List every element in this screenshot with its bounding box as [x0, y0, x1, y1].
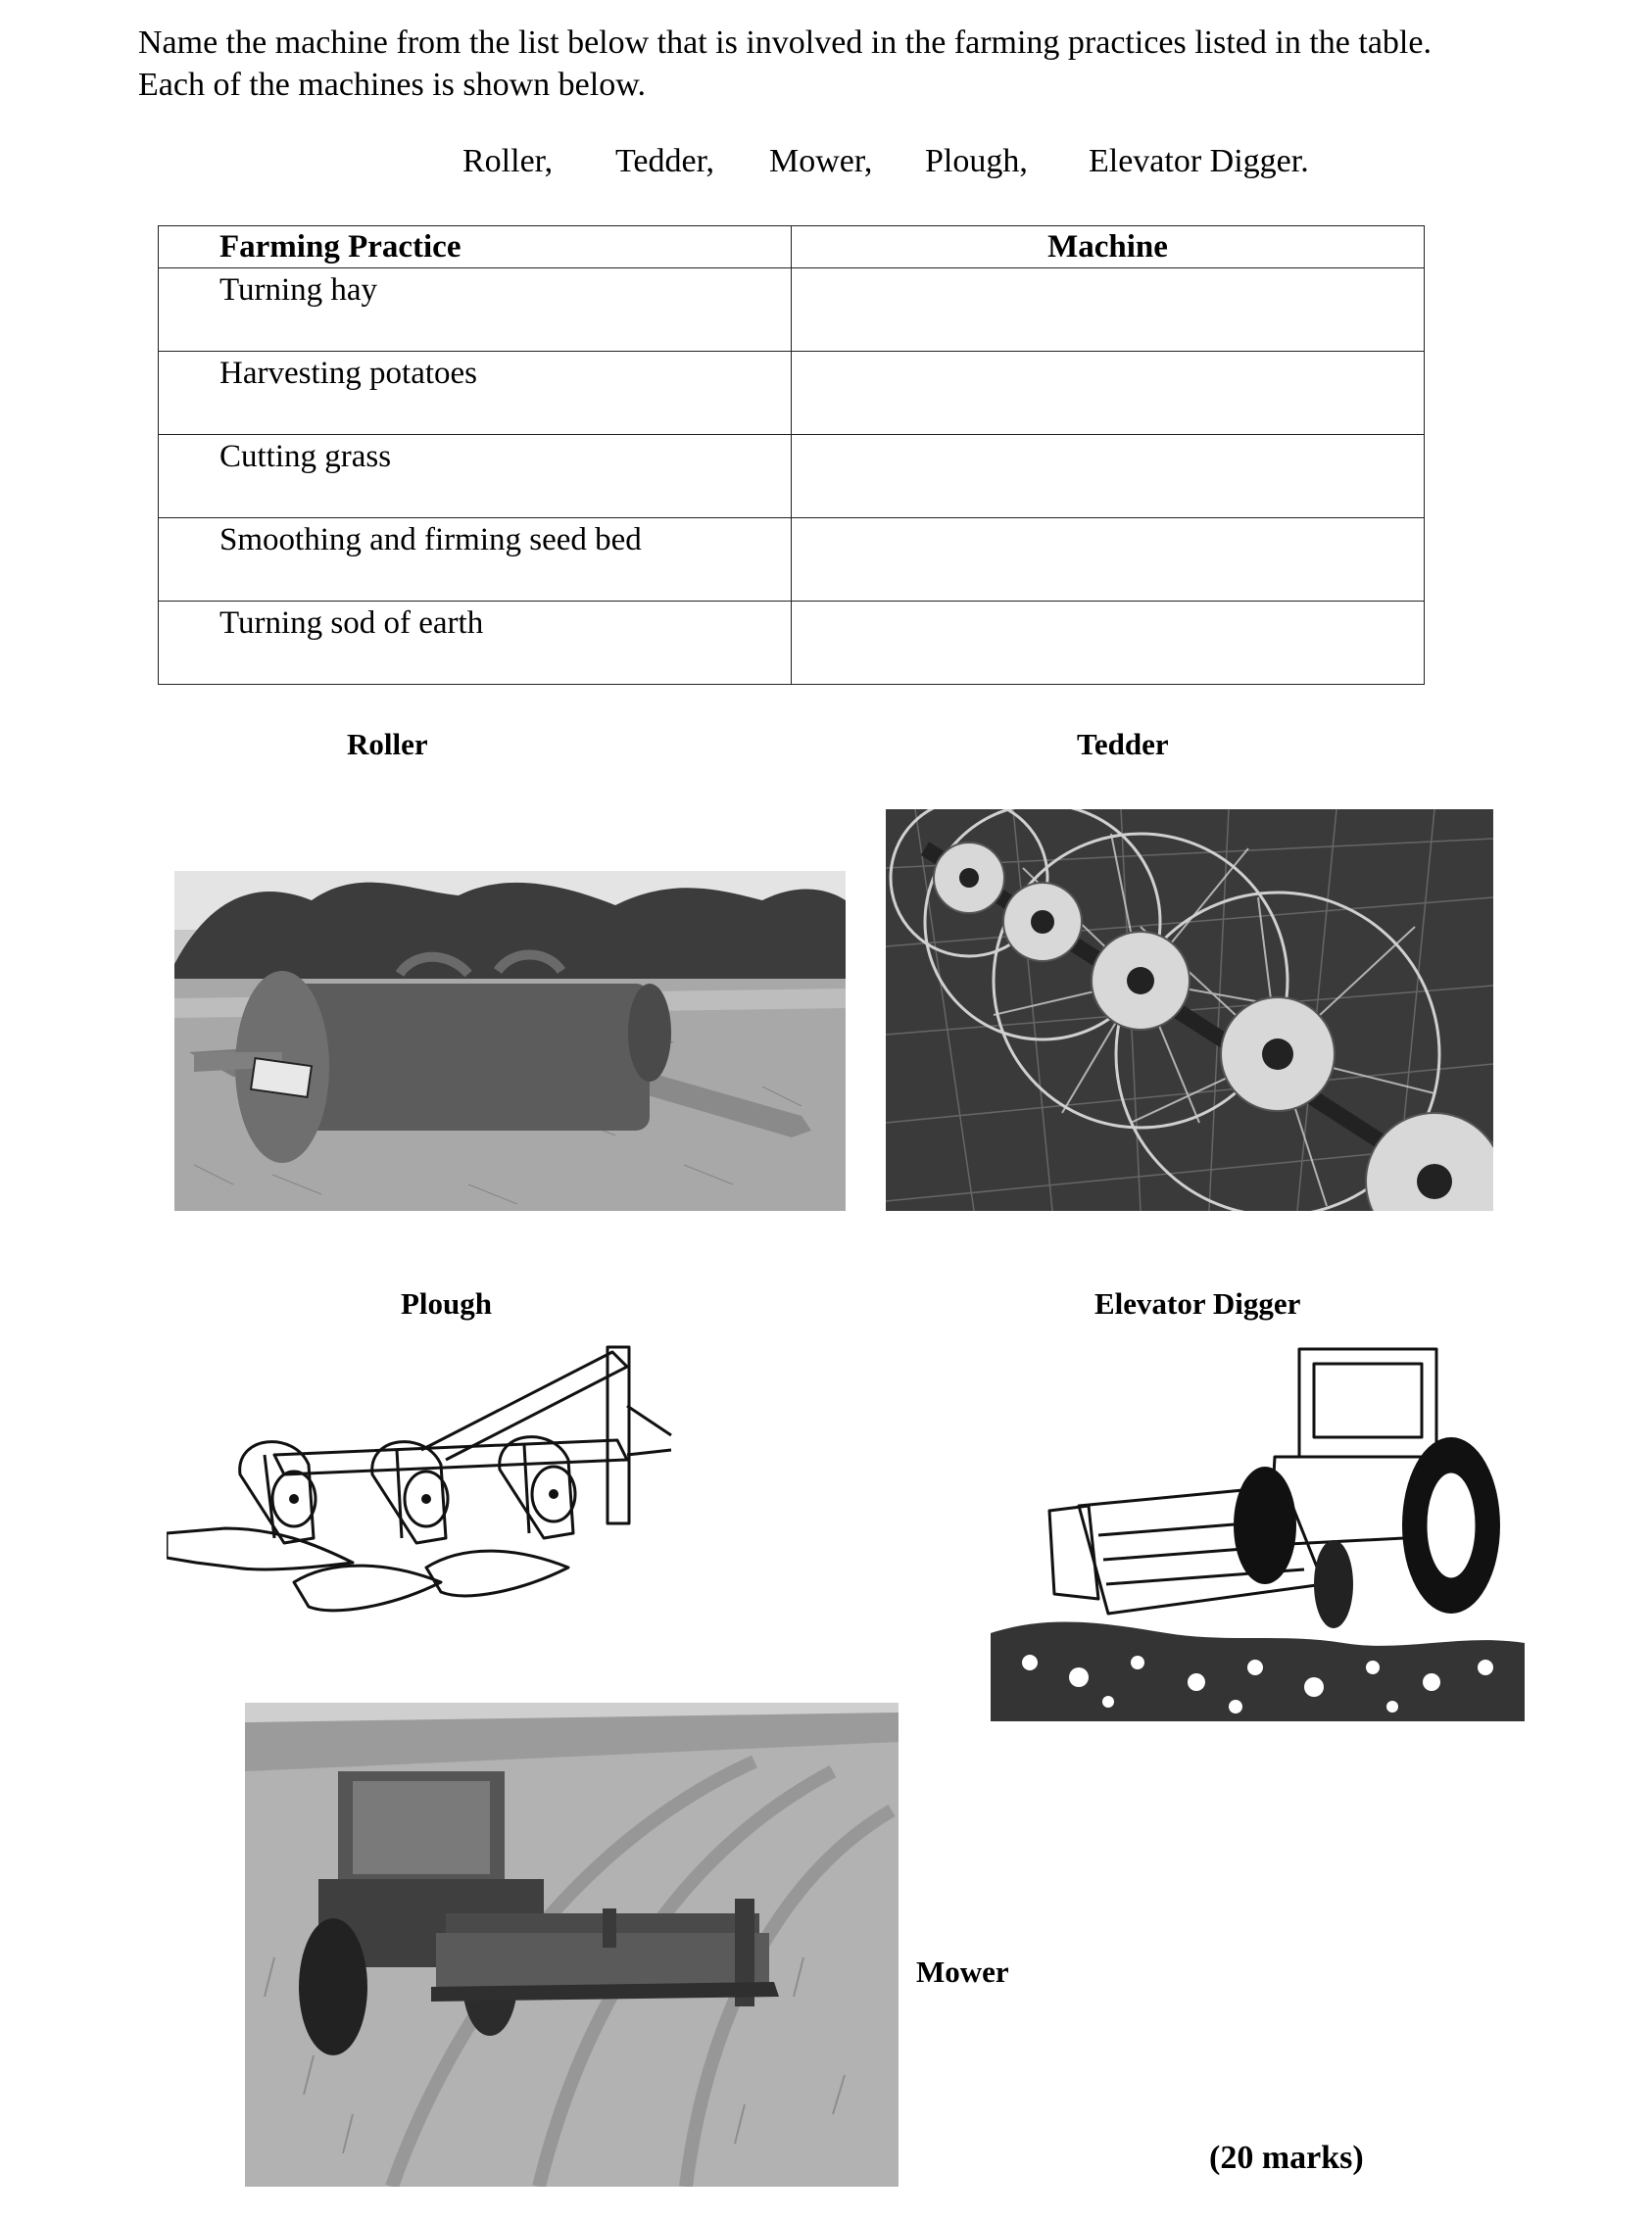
- practice-cell: Cutting grass: [159, 435, 792, 518]
- word-list-item: Plough,: [925, 143, 1028, 179]
- machine-answer-cell[interactable]: [792, 352, 1425, 435]
- machine-answer-cell[interactable]: [792, 268, 1425, 352]
- word-list-item: Mower,: [769, 143, 873, 179]
- instruction-line-1: Name the machine from the list below that is involved in the farming practices listed in the table.: [138, 24, 1432, 61]
- roller-caption: Roller: [347, 727, 428, 761]
- header-machine: Machine: [792, 226, 1425, 268]
- instruction-line-2: Each of the machines is shown below.: [138, 67, 647, 103]
- practice-cell: Smoothing and firming seed bed: [159, 518, 792, 602]
- table-row: [159, 268, 1425, 352]
- table-row: [159, 435, 1425, 518]
- machine-answer-cell[interactable]: [792, 435, 1425, 518]
- plough-caption: Plough: [401, 1286, 493, 1321]
- tedder-caption: Tedder: [1077, 727, 1169, 761]
- elevator-digger-image: [991, 1339, 1525, 1721]
- table-header-row: [159, 226, 1425, 268]
- machine-answer-cell[interactable]: [792, 602, 1425, 685]
- mower-caption: Mower: [916, 1955, 1009, 1989]
- header-farming-practice: Farming Practice: [159, 226, 792, 268]
- table-row: [159, 602, 1425, 685]
- marks-total: (20 marks): [1209, 2140, 1364, 2176]
- tedder-image: [886, 809, 1493, 1211]
- roller-image: [174, 871, 846, 1211]
- table-row: [159, 518, 1425, 602]
- elevator-digger-caption: Elevator Digger: [1094, 1286, 1301, 1321]
- table-row: [159, 352, 1425, 435]
- practice-table: [158, 225, 1425, 685]
- machine-answer-cell[interactable]: [792, 518, 1425, 602]
- practice-cell: Turning hay: [159, 268, 792, 352]
- mower-image: [245, 1703, 899, 2187]
- word-list-item: Tedder,: [615, 143, 715, 179]
- word-list-item: Elevator Digger.: [1089, 143, 1309, 179]
- practice-cell: Turning sod of earth: [159, 602, 792, 685]
- word-list-item: Roller,: [462, 143, 554, 179]
- practice-cell: Harvesting potatoes: [159, 352, 792, 435]
- plough-image: [167, 1327, 784, 1651]
- instructions: [138, 22, 1432, 106]
